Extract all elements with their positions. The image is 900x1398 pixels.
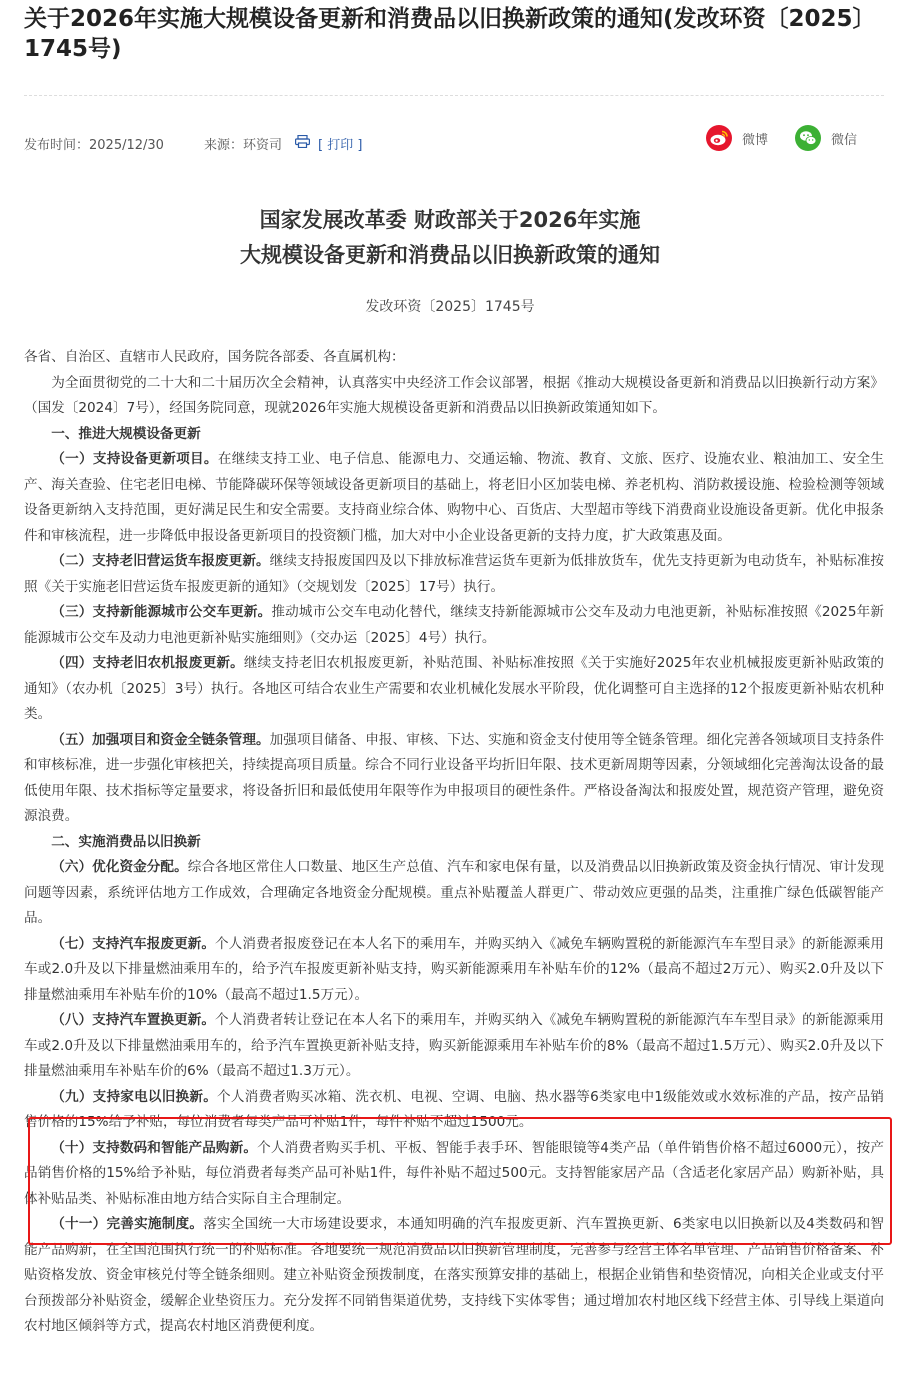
paragraph-item-9 — [24, 1085, 884, 1136]
meta-bar — [24, 125, 884, 157]
print-link[interactable] — [318, 134, 362, 153]
item-title: （二）支持老旧营运货车报废更新。 — [51, 553, 270, 569]
item-text: 继续支持老旧农机报废更新，补贴范围、补贴标准按照《关于实施好2025年农业机械报废更新补贴政策的通知》（农办机〔2025〕3号）执行。各地区可结合农业生产需要和农业机械化发展水平阶段，优化调整可自主选择的12个报废更新补贴农机种类。 — [24, 655, 885, 722]
item-title: （四）支持老旧农机报废更新。 — [51, 655, 244, 671]
item-text: 综合各地区常住人口数量、地区生产总值、汽车和家电保有量，以及消费品以旧换新政策及资金执行情况、审计发现问题等因素，系统评估地方工作成效，合理确定各地资金分配规模。重点补贴覆盖人群更广、带动效应更强的品类，注重推广绿色低碳智能产品。 — [24, 859, 885, 926]
paragraph-item-11 — [24, 1212, 884, 1340]
item-text: 加强项目储备、申报、审核、下达、实施和资金支付使用等全链条管理。细化完善各领域项目支持条件和审核标准，进一步强化审核把关，持续提高项目质量。综合不同行业设备平均折旧年限、技术更新周期等因素，分领域细化完善淘汰设备的最低使用年限、技术指标等定量要求，将设备折旧和最低使用年限等作为申报项目的硬性条件。严格设备淘汰和报废处置，规范资产管理，避免资源浪费。 — [24, 731, 885, 824]
document-body — [24, 345, 884, 1340]
item-text: 个人消费者购买冰箱、洗衣机、电视、空调、电脑、热水器等6类家电中1级能效或水效标准的产品，按产品销售价格的15%给予补贴，每位消费者每类产品可补贴1件，每件补贴不超过1500元。 — [24, 1088, 885, 1130]
item-text: 个人消费者转让登记在本人名下的乘用车，并购买纳入《减免车辆购置税的新能源汽车车型目录》的新能源乘用车或2.0升及以下排量燃油乘用车的，给予汽车置换更新补贴支持，购买新能源乘用车补贴车价的8%（最高不超过1.5万元）、购买2.0升及以下排量燃油乘用车补贴车价的6%（最高不超过1.3万元）。 — [24, 1012, 884, 1079]
wechat-label: 微信 — [831, 132, 858, 148]
item-title: （十）支持数码和智能产品购新。 — [51, 1139, 258, 1156]
item-title: （十一）完善实施制度。 — [51, 1216, 204, 1232]
title-divider — [24, 95, 884, 96]
paragraph-item-8 — [24, 1008, 884, 1085]
paragraph-item-1 — [24, 447, 884, 549]
item-text: 继续支持报废国四及以下排放标准营运货车更新为低排放货车，优先支持更新为电动货车，补贴标准按照《关于实施老旧营运货车报废更新的通知》（交规划发〔2025〕17号）执行。 — [24, 553, 885, 595]
paragraph-item-5 — [24, 728, 884, 830]
document-number: 发改环资〔2025〕1745号 — [365, 299, 535, 315]
publish-time: 发布时间：2025/12/30 — [24, 138, 164, 153]
item-title: （九）支持家电以旧换新。 — [51, 1088, 218, 1105]
section-title-2: 二、实施消费品以旧换新 — [51, 833, 201, 850]
paragraph-item-3 — [24, 600, 884, 651]
item-text: 个人消费者报废登记在本人名下的乘用车，并购买纳入《减免车辆购置税的新能源汽车车型目录》的新能源乘用车或2.0升及以下排量燃油乘用车的，给予汽车报废更新补贴支持，购买新能源乘用车补贴车价的12%（最高不超过2万元）、购买2.0升及以下排量燃油乘用车补贴车价的10%（最高不超过1.5万元）。 — [24, 935, 884, 1003]
share-wechat[interactable] — [795, 125, 857, 151]
paragraph-item-6 — [24, 855, 884, 932]
item-title: （六）优化资金分配。 — [51, 859, 188, 875]
paragraph-item-7 — [24, 932, 884, 1009]
weibo-label: 微博 — [742, 132, 769, 148]
document-heading-line2: 大规模设备更新和消费品以旧换新政策的通知 — [240, 243, 660, 267]
item-text: 推动城市公交车电动化替代，继续支持新能源城市公交车及动力电池更新，补贴标准按照《2025年新能源城市公交车及动力电池更新补贴实施细则》（交办运〔2025〕4号）执行。 — [24, 604, 885, 646]
printer-icon — [295, 135, 310, 148]
intro-paragraph: 为全面贯彻党的二十大和二十届历次全会精神，认真落实中央经济工作会议部署，根据《推动大规模设备更新和消费品以旧换新行动方案》（国发〔2024〕7号），经国务院同意，现就2026年实施大规模设备更新和消费品以旧换新政策通知如下。 — [24, 374, 884, 416]
paragraph-item-2 — [24, 549, 884, 600]
item-title: （五）加强项目和资金全链条管理。 — [51, 731, 270, 748]
item-title: （八）支持汽车置换更新。 — [51, 1012, 216, 1028]
print-label: [ 打印 ] — [318, 138, 363, 153]
salutation: 各省、自治区、直辖市人民政府，国务院各部委、各直属机构： — [24, 349, 405, 365]
section-title-1: 一、推进大规模设备更新 — [51, 425, 201, 442]
item-text: 个人消费者购买手机、平板、智能手表手环、智能眼镜等4类产品（单件销售价格不超过6000元），按产品销售价格的15%给予补贴，每位消费者每类产品可补贴1件，每件补贴不超过500元。支持智能家居产品（含适老化家居产品）购新补贴，具体补贴品类、补贴标准由地方结合实际自主合理制定。 — [24, 1139, 884, 1207]
document-heading-line1: 国家发展改革委 财政部关于2026年实施 — [259, 208, 641, 232]
item-title: （三）支持新能源城市公交车更新。 — [51, 604, 272, 620]
item-title: （七）支持汽车报废更新。 — [51, 935, 216, 952]
item-text: 在继续支持工业、电子信息、能源电力、交通运输、物流、教育、文旅、医疗、设施农业、粮油加工、安全生产、海关查验、住宅老旧电梯、节能降碳环保等领域设备更新项目的基础上，将老旧小区加装电梯、养老机构、消防救援设施、检验检测等领域设备更新纳入支持范围，更好满足民生和安全需要。支持商业综合体、购物中心、百货店、大型超市等线下消费商业设施设备更新。优化申报条件和审核流程，进一步降低申报设备更新项目的投资额门槛，加大对中小企业设备更新的支持力度，扩大政策惠及面。 — [24, 451, 885, 544]
page-title: 关于2026年实施大规模设备更新和消费品以旧换新政策的通知(发改环资〔2025〕1745号) — [24, 6, 876, 62]
paragraph-item-4 — [24, 651, 884, 728]
source-label: 来源：环资司 — [204, 138, 283, 153]
item-title: （一）支持设备更新项目。 — [51, 451, 218, 467]
weibo-icon — [706, 125, 732, 151]
item-text: 落实全国统一大市场建设要求，本通知明确的汽车报废更新、汽车置换更新、6类家电以旧换新以及4类数码和智能产品购新，在全国范围执行统一的补贴标准。各地要统一规范消费品以旧换新管理制度，完善参与经营主体名单管理、产品销售价格备案、补贴资格发放、资金审核兑付等全链条细则。建立补贴资金预拨制度，在落实预算安排的基础上，根据企业销售和垫资情况，向相关企业或支付平台预拨部分补贴资金，缓解企业垫资压力。充分发挥不同销售渠道优势，支持线下实体零售；通过增加农村地区线下经营主体、引导线上渠道向农村地区倾斜等方式，提高农村地区消费便利度。 — [24, 1216, 885, 1334]
wechat-icon — [795, 125, 821, 151]
share-weibo[interactable] — [706, 125, 768, 151]
paragraph-item-10 — [24, 1136, 884, 1213]
